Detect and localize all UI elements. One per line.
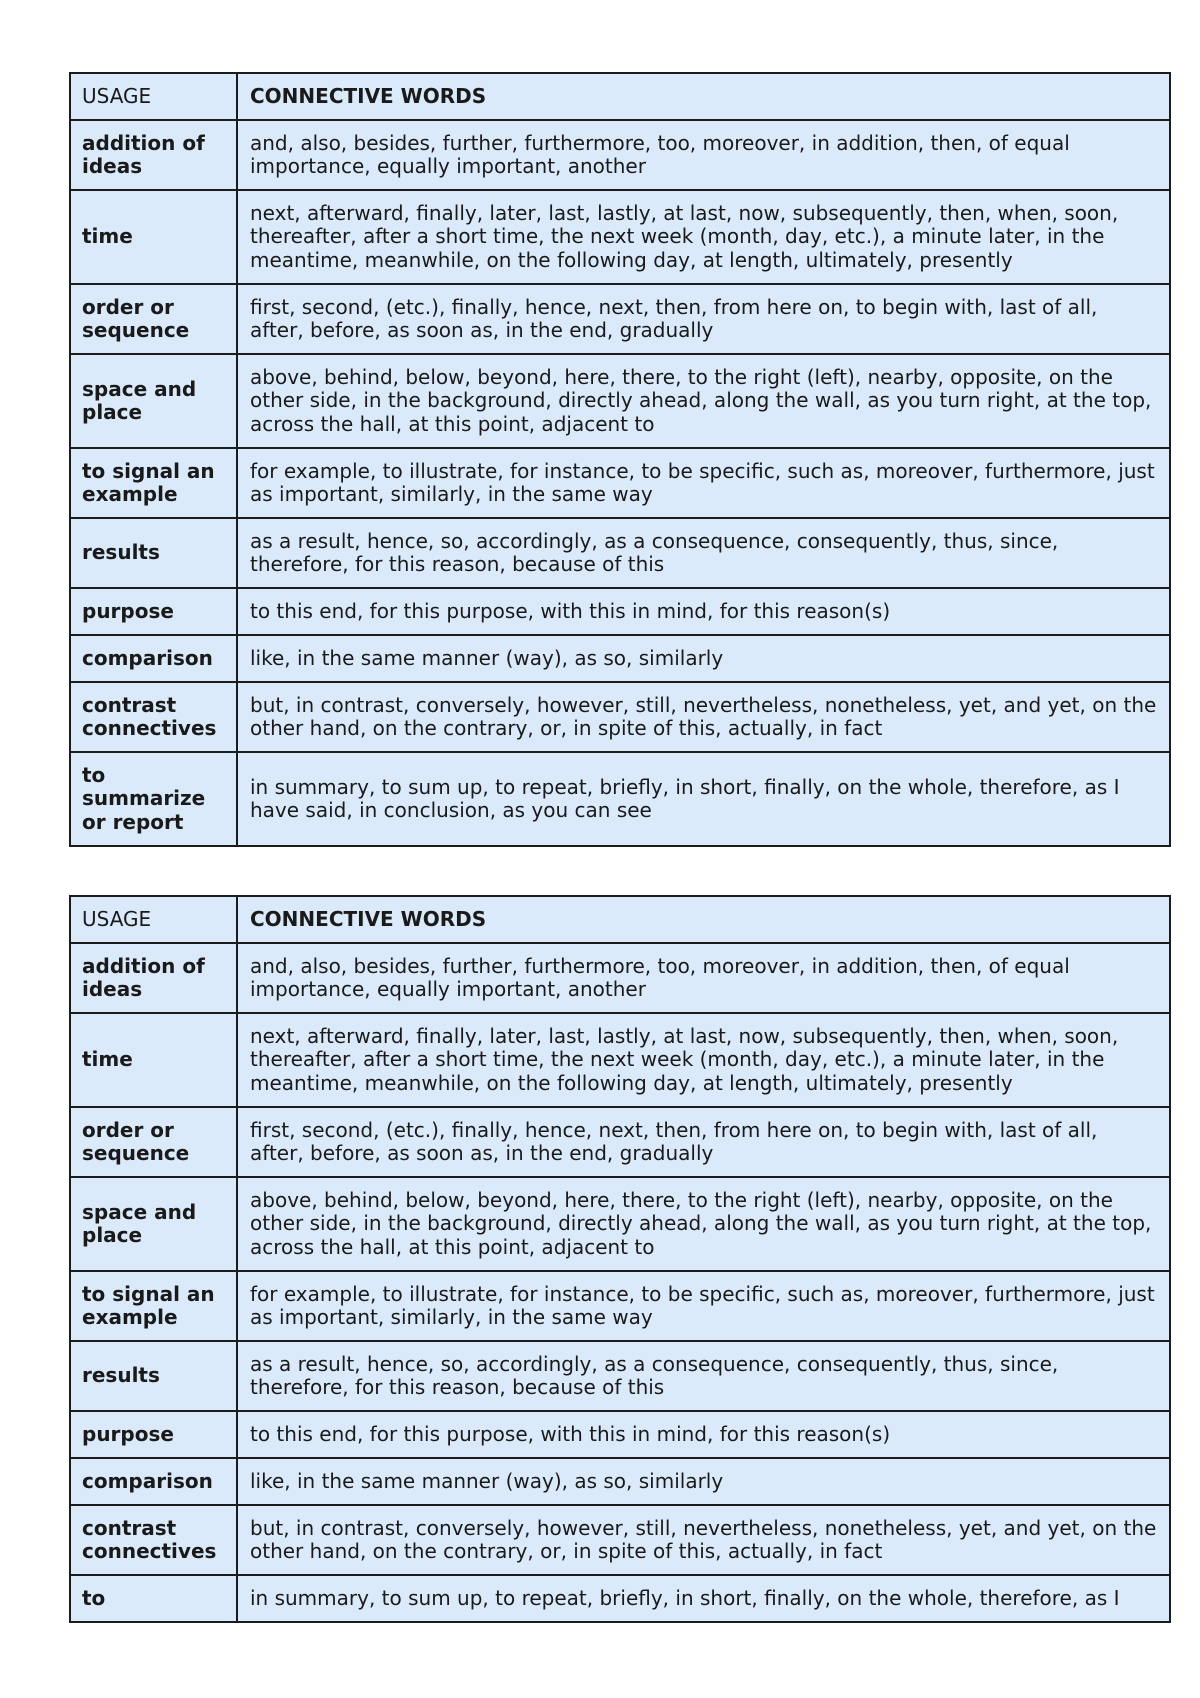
usage-cell: results: [70, 518, 237, 588]
header-usage: USAGE: [70, 73, 237, 120]
usage-cell: addition of ideas: [70, 943, 237, 1013]
words-cell: above, behind, below, beyond, here, there, to the right (left), nearby, opposite, on the other side, in the background, directly ahead, along the wall, as you turn right, at the top, across the hall, at this point, adjacent to: [237, 354, 1170, 448]
usage-cell: contrast connectives: [70, 1505, 237, 1575]
words-cell: like, in the same manner (way), as so, similarly: [237, 1458, 1170, 1505]
usage-cell: to signal an example: [70, 1271, 237, 1341]
usage-cell: purpose: [70, 1411, 237, 1458]
table-row: [70, 1505, 1170, 1575]
words-cell: next, afterward, finally, later, last, lastly, at last, now, subsequently, then, when, soon, thereafter, after a short time, the next week (month, day, etc.), a minute later, in the meantime, meanwhile, on the following day, at length, ultimately, presently: [237, 190, 1170, 284]
table-row: [70, 1411, 1170, 1458]
table-row: [70, 518, 1170, 588]
usage-cell: order or sequence: [70, 1107, 237, 1177]
connectives-table-1: [69, 72, 1171, 847]
usage-cell: time: [70, 190, 237, 284]
usage-cell: comparison: [70, 635, 237, 682]
usage-cell: results: [70, 1341, 237, 1411]
table-row: [70, 635, 1170, 682]
words-cell: for example, to illustrate, for instance, to be specific, such as, moreover, furthermore, just as important, similarly, in the same way: [237, 1271, 1170, 1341]
header-connective-words: CONNECTIVE WORDS: [237, 896, 1170, 943]
usage-cell: purpose: [70, 588, 237, 635]
usage-cell: to: [70, 1575, 237, 1622]
words-cell: but, in contrast, conversely, however, still, nevertheless, nonetheless, yet, and yet, on the other hand, on the contrary, or, in spite of this, actually, in fact: [237, 1505, 1170, 1575]
table-row: [70, 284, 1170, 354]
table-row: [70, 1107, 1170, 1177]
words-cell: as a result, hence, so, accordingly, as a consequence, consequently, thus, since, therefore, for this reason, because of this: [237, 518, 1170, 588]
usage-cell: space and place: [70, 1177, 237, 1271]
words-cell: first, second, (etc.), finally, hence, next, then, from here on, to begin with, last of all, after, before, as soon as, in the end, gradually: [237, 1107, 1170, 1177]
table-row: [70, 588, 1170, 635]
connectives-table-2: [69, 895, 1171, 1623]
words-cell: first, second, (etc.), finally, hence, next, then, from here on, to begin with, last of all, after, before, as soon as, in the end, gradually: [237, 284, 1170, 354]
words-cell: like, in the same manner (way), as so, similarly: [237, 635, 1170, 682]
table-row: [70, 354, 1170, 448]
table-row: [70, 1575, 1170, 1622]
header-connective-words: CONNECTIVE WORDS: [237, 73, 1170, 120]
table-row: [70, 1271, 1170, 1341]
words-cell: and, also, besides, further, furthermore, too, moreover, in addition, then, of equal importance, equally important, another: [237, 120, 1170, 190]
words-cell: to this end, for this purpose, with this in mind, for this reason(s): [237, 1411, 1170, 1458]
words-cell: in summary, to sum up, to repeat, briefly, in short, finally, on the whole, therefore, as I have said, in conclusion, as you can see: [237, 752, 1170, 846]
usage-cell: space and place: [70, 354, 237, 448]
words-cell: for example, to illustrate, for instance, to be specific, such as, moreover, furthermore, just as important, similarly, in the same way: [237, 448, 1170, 518]
words-cell: in summary, to sum up, to repeat, briefly, in short, finally, on the whole, therefore, as I: [237, 1575, 1170, 1622]
usage-cell: order or sequence: [70, 284, 237, 354]
usage-cell: comparison: [70, 1458, 237, 1505]
words-cell: next, afterward, finally, later, last, lastly, at last, now, subsequently, then, when, soon, thereafter, after a short time, the next week (month, day, etc.), a minute later, in the meantime, meanwhile, on the following day, at length, ultimately, presently: [237, 1013, 1170, 1107]
table-row: [70, 1341, 1170, 1411]
table-row: [70, 448, 1170, 518]
table-header-row: [70, 896, 1170, 943]
usage-cell: contrast connectives: [70, 682, 237, 752]
words-cell: to this end, for this purpose, with this in mind, for this reason(s): [237, 588, 1170, 635]
table-row: [70, 1458, 1170, 1505]
usage-cell: time: [70, 1013, 237, 1107]
table-row: [70, 752, 1170, 846]
table-row: [70, 682, 1170, 752]
table-row: [70, 943, 1170, 1013]
usage-cell: to summarize or report: [70, 752, 237, 846]
words-cell: above, behind, below, beyond, here, there, to the right (left), nearby, opposite, on the other side, in the background, directly ahead, along the wall, as you turn right, at the top, across the hall, at this point, adjacent to: [237, 1177, 1170, 1271]
usage-cell: to signal an example: [70, 448, 237, 518]
usage-cell: addition of ideas: [70, 120, 237, 190]
table-row: [70, 1013, 1170, 1107]
table-row: [70, 120, 1170, 190]
table-row: [70, 190, 1170, 284]
table-header-row: [70, 73, 1170, 120]
words-cell: but, in contrast, conversely, however, still, nevertheless, nonetheless, yet, and yet, on the other hand, on the contrary, or, in spite of this, actually, in fact: [237, 682, 1170, 752]
table-row: [70, 1177, 1170, 1271]
words-cell: and, also, besides, further, furthermore, too, moreover, in addition, then, of equal importance, equally important, another: [237, 943, 1170, 1013]
words-cell: as a result, hence, so, accordingly, as a consequence, consequently, thus, since, therefore, for this reason, because of this: [237, 1341, 1170, 1411]
header-usage: USAGE: [70, 896, 237, 943]
